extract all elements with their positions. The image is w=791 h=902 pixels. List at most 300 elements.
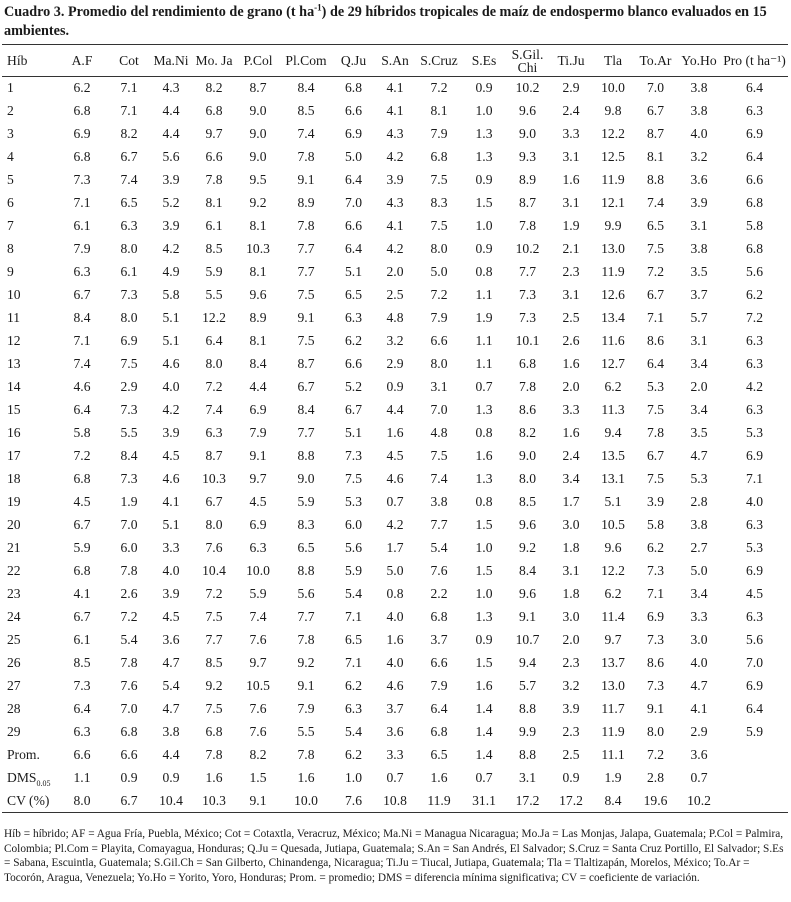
yield-cell: 7.1 — [746, 471, 763, 486]
yield-cell: 6.6 — [746, 172, 763, 187]
caption-superscript: -1 — [314, 2, 322, 13]
yield-cell: 0.9 — [386, 379, 404, 394]
summary-label — [2, 790, 56, 813]
summary-cell: 9.1 — [236, 790, 280, 813]
yield-cell: 5.1 — [604, 494, 622, 509]
column-header: Híb — [2, 45, 56, 77]
yield-cell: 8.4 — [519, 563, 536, 578]
yield-cell: 5.3 — [746, 540, 763, 555]
yield-cell: 7.2 — [205, 586, 223, 601]
yield-cell: 6.8 — [746, 241, 763, 256]
yield-cell: 6.6 — [430, 333, 448, 348]
yield-cell: 8.0 — [205, 517, 223, 532]
hybrid-id-cell: 25 — [7, 632, 21, 647]
table-row — [2, 169, 788, 192]
yield-cell: 1.8 — [562, 586, 580, 601]
yield-cell: 1.9 — [475, 310, 493, 325]
yield-cell: 4.1 — [386, 218, 404, 233]
yield-cell: 6.6 — [345, 103, 362, 118]
column-header: S.Cruz — [415, 45, 463, 77]
yield-cell: 5.2 — [345, 379, 362, 394]
yield-cell: 3.9 — [647, 494, 664, 509]
yield-cell: 7.4 — [249, 609, 267, 624]
yield-cell: 3.3 — [562, 126, 580, 141]
yield-cell: 0.7 — [386, 494, 404, 509]
table-row — [2, 698, 788, 721]
yield-cell: 12.2 — [202, 310, 226, 325]
yield-cell: 4.1 — [386, 103, 404, 118]
yield-cell: 7.2 — [647, 264, 664, 279]
yield-cell: 10.0 — [601, 80, 625, 96]
hybrid-id-cell: 3 — [7, 126, 14, 141]
yield-cell: 3.0 — [690, 632, 708, 647]
summary-label-subscript: 0.05 — [36, 779, 51, 788]
yield-cell: 7.9 — [430, 310, 448, 325]
yield-cell: 1.1 — [475, 287, 493, 302]
yield-cell: 12.2 — [601, 126, 625, 141]
summary-label-text: CV (%) — [7, 792, 50, 808]
hybrid-id-cell: 21 — [7, 540, 21, 555]
yield-cell: 7.8 — [120, 655, 138, 670]
table-summary — [2, 744, 788, 813]
summary-row — [2, 790, 788, 813]
table-row — [2, 100, 788, 123]
yield-cell: 8.0 — [430, 241, 448, 256]
yield-cell: 4.0 — [386, 655, 404, 670]
yield-cell: 8.4 — [297, 402, 315, 417]
yield-cell: 3.9 — [386, 172, 404, 187]
hybrid-id-cell: 2 — [7, 103, 14, 118]
yield-cell: 3.9 — [162, 172, 180, 187]
yield-cell: 2.9 — [690, 724, 708, 739]
table-row — [2, 675, 788, 698]
yield-cell: 1.9 — [120, 494, 138, 509]
yield-cell: 6.1 — [73, 632, 91, 647]
table-row — [2, 445, 788, 468]
yield-cell: 4.0 — [690, 655, 708, 670]
yield-cell: 6.2 — [345, 678, 362, 693]
yield-cell: 1.1 — [475, 333, 493, 348]
yield-cell: 9.1 — [297, 678, 315, 693]
yield-cell: 10.3 — [246, 241, 270, 256]
yield-cell: 9.1 — [297, 310, 315, 325]
column-header: A.F — [56, 45, 108, 77]
table-row — [2, 146, 788, 169]
yield-cell: 6.8 — [205, 103, 223, 118]
hybrid-id-cell: 4 — [7, 149, 14, 164]
yield-cell: 2.5 — [562, 310, 580, 325]
yield-cell: 3.8 — [690, 517, 708, 532]
yield-cell: 5.3 — [746, 425, 763, 440]
summary-cell: 0.7 — [690, 770, 708, 785]
yield-cell: 6.7 — [345, 402, 362, 417]
summary-cell: 3.3 — [386, 747, 404, 762]
yield-cell: 8.4 — [120, 448, 138, 463]
yield-cell: 8.7 — [647, 126, 664, 141]
yield-cell: 9.2 — [297, 655, 315, 670]
yield-cell: 7.7 — [297, 425, 315, 440]
yield-cell: 3.4 — [690, 356, 708, 371]
yield-cell: 0.8 — [386, 586, 404, 601]
yield-cell: 1.7 — [386, 540, 404, 555]
yield-cell: 7.7 — [430, 517, 448, 532]
yield-cell: 6.3 — [345, 701, 362, 716]
hybrid-id-cell: 15 — [7, 402, 21, 417]
yield-cell: 7.3 — [647, 563, 664, 578]
column-header: Yo.Ho — [677, 45, 721, 77]
yield-cell: 4.2 — [162, 241, 180, 256]
yield-cell: 7.5 — [205, 701, 223, 716]
yield-cell: 6.9 — [73, 126, 91, 141]
yield-cell: 6.4 — [746, 80, 763, 96]
yield-cell: 7.5 — [430, 218, 448, 233]
yield-cell: 7.1 — [647, 310, 664, 325]
yield-cell: 6.8 — [430, 609, 448, 624]
yield-cell: 1.3 — [475, 126, 493, 141]
caption-text-end: ) de 29 híbridos tropicales de maíz de endospermo blanco evaluados en 15 ambientes. — [4, 4, 767, 39]
yield-cell: 4.0 — [690, 126, 708, 141]
summary-cell: 1.0 — [345, 770, 362, 785]
yield-cell: 6.4 — [73, 402, 91, 417]
yield-cell: 4.4 — [162, 126, 180, 141]
yield-cell: 6.7 — [73, 517, 91, 532]
table-row — [2, 583, 788, 606]
yield-cell: 3.8 — [162, 724, 180, 739]
yield-cell: 7.3 — [120, 287, 138, 302]
yield-cell: 9.0 — [519, 448, 536, 463]
yield-cell: 8.8 — [519, 701, 536, 716]
yield-cell: 5.9 — [297, 494, 315, 509]
yield-cell: 3.6 — [162, 632, 180, 647]
yield-cell: 9.1 — [297, 172, 315, 187]
summary-cell: 6.6 — [120, 747, 138, 762]
yield-cell: 3.9 — [562, 701, 580, 716]
yield-cell: 1.8 — [562, 540, 580, 555]
yield-cell: 7.5 — [647, 471, 664, 486]
yield-cell: 6.6 — [345, 218, 362, 233]
yield-cell: 4.4 — [386, 402, 404, 417]
yield-cell: 5.5 — [297, 724, 315, 739]
yield-cell: 9.6 — [519, 103, 536, 118]
yield-cell: 5.8 — [162, 287, 180, 302]
yield-cell: 9.7 — [604, 632, 622, 647]
summary-cell: 7.2 — [647, 747, 664, 762]
yield-cell: 8.5 — [205, 655, 223, 670]
yield-cell: 6.4 — [345, 241, 362, 256]
yield-cell: 1.3 — [475, 471, 493, 486]
yield-cell: 6.5 — [345, 632, 362, 647]
yield-cell: 8.6 — [647, 333, 664, 348]
yield-cell: 9.1 — [647, 701, 664, 716]
yield-cell: 7.6 — [430, 563, 448, 578]
yield-cell: 5.9 — [249, 586, 267, 601]
yield-cell: 1.4 — [475, 724, 493, 739]
yield-cell: 5.6 — [162, 149, 180, 164]
summary-cell: 8.0 — [56, 790, 108, 813]
summary-cell: 7.6 — [332, 790, 375, 813]
yield-cell: 7.5 — [205, 609, 223, 624]
yield-cell: 5.7 — [690, 310, 708, 325]
summary-cell: 6.6 — [73, 747, 91, 762]
column-header: S.Es — [463, 45, 505, 77]
yield-cell: 3.3 — [162, 540, 180, 555]
yield-cell: 10.3 — [202, 471, 226, 486]
summary-cell: 3.1 — [519, 770, 536, 785]
yield-cell: 6.8 — [205, 724, 223, 739]
yield-cell: 4.3 — [162, 80, 180, 96]
yield-cell: 8.4 — [73, 310, 91, 325]
yield-cell: 6.8 — [519, 356, 536, 371]
yield-cell: 7.0 — [345, 195, 362, 210]
yield-cell: 2.8 — [690, 494, 708, 509]
yield-cell: 9.5 — [249, 172, 267, 187]
yield-cell: 6.7 — [73, 609, 91, 624]
yield-cell: 5.1 — [162, 517, 180, 532]
yield-cell: 7.4 — [205, 402, 223, 417]
summary-cell: 6.2 — [345, 747, 362, 762]
table-row — [2, 652, 788, 675]
yield-cell: 8.0 — [205, 356, 223, 371]
yield-cell: 4.6 — [386, 678, 404, 693]
yield-cell: 6.5 — [297, 540, 315, 555]
yield-cell: 4.0 — [746, 494, 763, 509]
yield-cell: 3.8 — [690, 241, 708, 256]
yield-cell: 6.1 — [73, 218, 91, 233]
yield-cell: 6.0 — [120, 540, 138, 555]
yield-cell: 6.3 — [746, 103, 763, 118]
yield-cell: 2.6 — [562, 333, 580, 348]
yield-cell: 9.4 — [519, 655, 536, 670]
summary-cell: 1.9 — [604, 770, 622, 785]
column-header: Tla — [592, 45, 634, 77]
yield-cell: 8.5 — [73, 655, 91, 670]
yield-cell: 3.5 — [690, 425, 708, 440]
table-row — [2, 192, 788, 215]
yield-cell: 7.8 — [519, 379, 536, 394]
yield-cell: 3.3 — [690, 609, 708, 624]
yield-cell: 8.5 — [519, 494, 536, 509]
column-header: Pro (t ha⁻¹) — [721, 45, 788, 77]
yield-cell: 7.1 — [345, 655, 362, 670]
summary-cell: 19.6 — [634, 790, 677, 813]
yield-cell: 4.1 — [386, 80, 404, 96]
yield-cell: 6.3 — [746, 517, 763, 532]
yield-cell: 6.1 — [120, 264, 138, 279]
yield-cell: 9.1 — [249, 448, 267, 463]
yield-cell: 4.7 — [690, 448, 708, 463]
yield-cell: 12.5 — [601, 149, 625, 164]
yield-cell: 7.3 — [345, 448, 362, 463]
yield-cell: 7.0 — [120, 701, 138, 716]
yield-cell: 8.9 — [297, 195, 315, 210]
yield-cell: 5.6 — [746, 632, 763, 647]
yield-cell: 10.0 — [246, 563, 270, 578]
yield-cell: 8.9 — [519, 172, 536, 187]
yield-cell: 4.7 — [162, 655, 180, 670]
yield-cell: 7.1 — [345, 609, 362, 624]
summary-cell: 0.9 — [120, 770, 138, 785]
yield-cell: 10.2 — [515, 80, 540, 96]
yield-cell: 5.1 — [345, 264, 362, 279]
yield-cell: 8.0 — [647, 724, 664, 739]
yield-cell: 6.9 — [120, 333, 138, 348]
yield-cell: 6.9 — [249, 517, 267, 532]
yield-cell: 6.3 — [345, 310, 362, 325]
yield-cell: 8.3 — [297, 517, 315, 532]
yield-cell: 3.9 — [162, 218, 180, 233]
yield-cell: 7.0 — [746, 655, 763, 670]
yield-cell: 4.1 — [73, 586, 91, 601]
yield-cell: 1.6 — [475, 678, 493, 693]
yield-cell: 6.7 — [205, 494, 223, 509]
yield-cell: 2.6 — [120, 586, 138, 601]
yield-cell: 3.8 — [690, 80, 708, 96]
yield-cell: 8.7 — [249, 80, 267, 96]
yield-cell: 9.7 — [205, 126, 223, 141]
yield-cell: 7.1 — [73, 333, 91, 348]
yield-cell: 6.9 — [345, 126, 362, 141]
yield-cell: 7.9 — [73, 241, 91, 256]
column-header: Mo. Ja — [192, 45, 236, 77]
yield-cell: 1.6 — [386, 425, 404, 440]
yield-cell: 1.5 — [475, 517, 493, 532]
yield-cell: 0.9 — [475, 80, 493, 96]
yield-cell: 4.9 — [162, 264, 180, 279]
yield-cell: 8.7 — [519, 195, 536, 210]
yield-cell: 3.9 — [162, 425, 180, 440]
yield-cell: 3.2 — [562, 678, 580, 693]
yield-cell: 7.4 — [430, 471, 448, 486]
yield-cell: 3.7 — [430, 632, 448, 647]
yield-cell: 7.5 — [120, 356, 138, 371]
yield-cell: 5.3 — [345, 494, 362, 509]
summary-cell: 1.5 — [249, 770, 267, 785]
yield-cell: 6.7 — [647, 103, 664, 118]
yield-cell: 7.0 — [120, 517, 138, 532]
yield-cell: 7.6 — [249, 724, 267, 739]
yield-cell: 7.1 — [120, 80, 138, 96]
yield-cell: 6.7 — [647, 287, 664, 302]
hybrid-id-cell: 1 — [7, 80, 14, 96]
yield-cell: 4.1 — [690, 701, 708, 716]
yield-cell: 3.1 — [562, 287, 580, 302]
yield-cell: 7.3 — [120, 471, 138, 486]
yield-cell: 7.3 — [73, 172, 91, 187]
yield-cell: 9.6 — [519, 517, 536, 532]
yield-cell: 6.4 — [73, 701, 91, 716]
yield-cell: 6.4 — [746, 701, 763, 716]
yield-cell: 5.4 — [430, 540, 448, 555]
yield-cell: 6.3 — [746, 356, 763, 371]
yield-cell: 3.5 — [690, 264, 708, 279]
yield-cell: 11.9 — [601, 724, 625, 739]
yield-cell: 3.0 — [562, 609, 580, 624]
table-footnote: Híb = híbrido; AF = Agua Fría, Puebla, México; Cot = Cotaxtla, Veracruz, México; Ma.Ni = Managua Nicaragua; Mo.Ja = Las Monjas, Jalapa, Guatemala; P.Col = Palmira, Colombia; Pl.Com = Playita, Comayagua, Honduras; Q.Ju = Quesada, Jutiapa, Guatemala; S.An = San Andrés, El Salvador; S.Cruz = Santa Cruz Portillo, El Salvador; S.Es = Sabana, Escuintla, Guatemala; S.Gil.Ch = San Gilberto, Chinandenga, Nicaragua; Ti.Ju = Tiucal, Jutiapa, Guatemala; Tla = Tlaltizapán, Morelos, México; To.Ar = Tocorón, Aragua, Venezuela; Yo.Ho = Yorito, Yoro, Honduras; Prom. = promedio; DMS = diferencia mínima significativa; CV = coeficiente de variación. — [4, 828, 784, 884]
yield-cell: 8.6 — [647, 655, 664, 670]
yield-cell: 4.6 — [162, 471, 180, 486]
table-row — [2, 514, 788, 537]
yield-cell: 6.6 — [345, 356, 362, 371]
yield-cell: 8.0 — [519, 471, 536, 486]
yield-cell: 6.8 — [73, 563, 91, 578]
yield-cell: 13.0 — [601, 241, 625, 256]
yield-cell: 7.6 — [120, 678, 138, 693]
hybrid-id-cell: 10 — [7, 287, 21, 302]
summary-cell — [721, 767, 788, 790]
yield-cell: 8.7 — [297, 356, 315, 371]
yield-cell: 9.6 — [604, 540, 622, 555]
yield-cell: 2.3 — [562, 655, 580, 670]
yield-cell: 6.6 — [430, 655, 448, 670]
summary-label-text: DMS — [7, 770, 37, 785]
yield-cell: 6.2 — [746, 287, 763, 302]
yield-cell: 5.9 — [73, 540, 91, 555]
hybrid-id-cell: 24 — [7, 609, 21, 624]
table-row — [2, 537, 788, 560]
yield-cell: 5.0 — [690, 563, 708, 578]
column-header: Cot — [108, 45, 150, 77]
hybrid-id-cell: 22 — [7, 563, 21, 578]
column-header: Ma.Ni — [150, 45, 192, 77]
yield-cell: 3.0 — [562, 517, 580, 532]
yield-cell: 3.4 — [690, 402, 708, 417]
yield-cell: 7.8 — [647, 425, 664, 440]
summary-cell — [721, 790, 788, 813]
yield-cell: 6.9 — [746, 126, 763, 141]
yield-cell: 7.9 — [297, 701, 315, 716]
summary-label — [2, 744, 56, 767]
yield-cell: 2.0 — [690, 379, 708, 394]
summary-cell: 10.2 — [677, 790, 721, 813]
yield-cell: 2.4 — [562, 448, 580, 463]
hybrid-id-cell: 8 — [7, 241, 14, 256]
yield-cell: 1.6 — [475, 448, 493, 463]
yield-cell: 7.8 — [297, 149, 315, 164]
yield-cell: 7.4 — [120, 172, 138, 187]
yield-cell: 3.7 — [386, 701, 404, 716]
yield-cell: 7.7 — [297, 264, 315, 279]
yield-cell: 5.4 — [345, 724, 362, 739]
yield-cell: 8.5 — [297, 103, 315, 118]
yield-cell: 9.4 — [604, 425, 622, 440]
summary-cell: 0.9 — [562, 770, 580, 785]
yield-cell: 8.4 — [249, 356, 267, 371]
hybrid-id-cell: 28 — [7, 701, 21, 716]
yield-cell: 7.3 — [519, 287, 536, 302]
yield-cell: 0.8 — [475, 264, 493, 279]
yield-cell: 2.0 — [386, 264, 404, 279]
yield-cell: 7.8 — [205, 172, 223, 187]
yield-cell: 4.2 — [386, 241, 404, 256]
yield-cell: 5.0 — [430, 264, 448, 279]
yield-cell: 6.2 — [647, 540, 664, 555]
hybrid-id-cell: 9 — [7, 264, 14, 279]
yield-cell: 4.3 — [386, 126, 404, 141]
hybrid-id-cell: 12 — [7, 333, 21, 348]
yield-cell: 0.7 — [475, 379, 493, 394]
yield-cell: 6.9 — [746, 448, 763, 463]
yield-cell: 6.7 — [73, 287, 91, 302]
yield-cell: 3.8 — [430, 494, 448, 509]
yield-cell: 7.7 — [519, 264, 536, 279]
yield-cell: 1.0 — [475, 540, 493, 555]
yield-cell: 1.6 — [562, 356, 580, 371]
yield-cell: 7.2 — [73, 448, 91, 463]
yield-cell: 7.0 — [647, 80, 664, 96]
yield-cell: 0.9 — [475, 172, 493, 187]
summary-cell: 2.5 — [562, 747, 580, 762]
yield-cell: 9.0 — [249, 103, 267, 118]
